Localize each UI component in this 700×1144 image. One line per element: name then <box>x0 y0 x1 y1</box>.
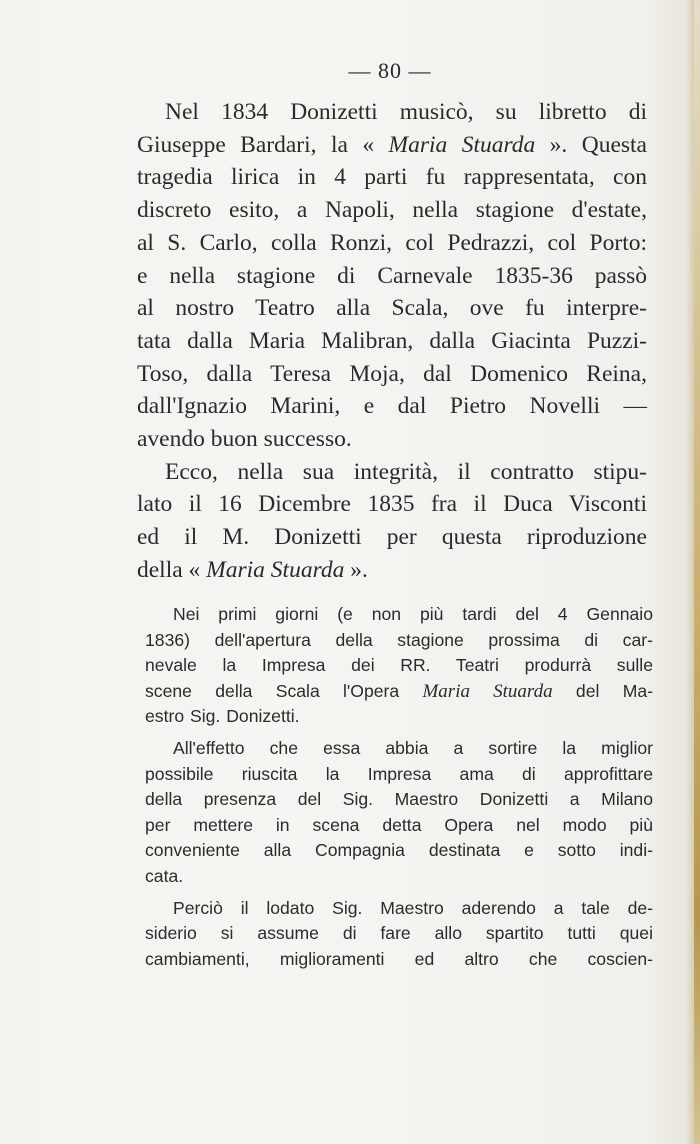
text-line: discreto esito, a Napoli, nella stagione d'estate, <box>137 197 647 224</box>
text-line: Giuseppe Bardari, la « Maria Stuarda ». Questa <box>137 131 647 158</box>
contract-paragraph-2 <box>145 736 653 890</box>
text-line: ed il M. Donizetti per questa riproduzione <box>137 524 647 551</box>
opera-title: Maria Stuarda <box>388 131 536 158</box>
text-line: 1836) dell'apertura della stagione prossima di car- <box>145 629 653 650</box>
contract-paragraph-3 <box>145 896 653 973</box>
text-line: cambiamenti, miglioramenti ed altro che coscien- <box>145 948 653 969</box>
text-line: avendo buon successo. <box>137 426 352 453</box>
text-line: scene della Scala l'Opera Maria Stuarda del Ma- <box>145 680 653 702</box>
text-line: Toso, dalla Teresa Moja, dal Domenico Reina, <box>137 360 647 387</box>
page-edge <box>694 0 700 1144</box>
text-line: Perciò il lodato Sig. Maestro aderendo a tale de- <box>173 897 653 918</box>
contract-text <box>145 602 653 972</box>
text-line: per mettere in scena detta Opera nel modo più <box>145 814 653 835</box>
text-line: Nel 1834 Donizetti musicò, su libretto di <box>165 99 647 125</box>
contract-paragraph-1 <box>145 602 653 730</box>
text-line: della « Maria Stuarda ». <box>137 556 368 583</box>
opera-title: Maria Stuarda <box>206 556 345 583</box>
narrative-text <box>137 96 647 587</box>
text-line: cata. <box>145 865 184 886</box>
page-number: — 80 — <box>348 58 432 83</box>
narrative-paragraph-2 <box>137 456 647 587</box>
text-line: estro Sig. Donizetti. <box>145 706 300 727</box>
opera-title: Maria Stuarda <box>422 680 553 702</box>
text-line: Ecco, nella sua integrità, il contratto stipu- <box>165 458 647 485</box>
text-line: tata dalla Maria Malibran, dalla Giacinta Puzzi- <box>137 327 647 354</box>
text-line: al S. Carlo, colla Ronzi, col Pedrazzi, col Porto: <box>137 229 647 256</box>
text-line: della presenza del Sig. Maestro Donizetti a Milano <box>145 789 653 810</box>
text-line: lato il 16 Dicembre 1835 fra il Duca Visconti <box>137 491 647 518</box>
text-line: tragedia lirica in 4 parti fu rappresentata, con <box>137 164 647 191</box>
text-line: siderio si assume di fare allo spartito tutti quei <box>145 923 653 944</box>
text-line: possibile riuscita la Impresa ama di approfittare <box>145 763 653 784</box>
text-line: e nella stagione di Carnevale 1835-36 passò <box>137 262 647 289</box>
text-line: nevale la Impresa dei RR. Teatri produrrà sulle <box>145 655 653 676</box>
text-line: conveniente alla Compagnia destinata e sotto indi- <box>145 840 653 861</box>
narrative-paragraph-1 <box>137 96 647 456</box>
text-line: al nostro Teatro alla Scala, ove fu interpre- <box>137 295 647 322</box>
text-line: dall'Ignazio Marini, e dal Pietro Novelli — <box>137 393 647 420</box>
text-line: Nei primi giorni (e non più tardi del 4 Gennaio <box>173 604 653 624</box>
text-line: All'effetto che essa abbia a sortire la miglior <box>173 737 653 758</box>
